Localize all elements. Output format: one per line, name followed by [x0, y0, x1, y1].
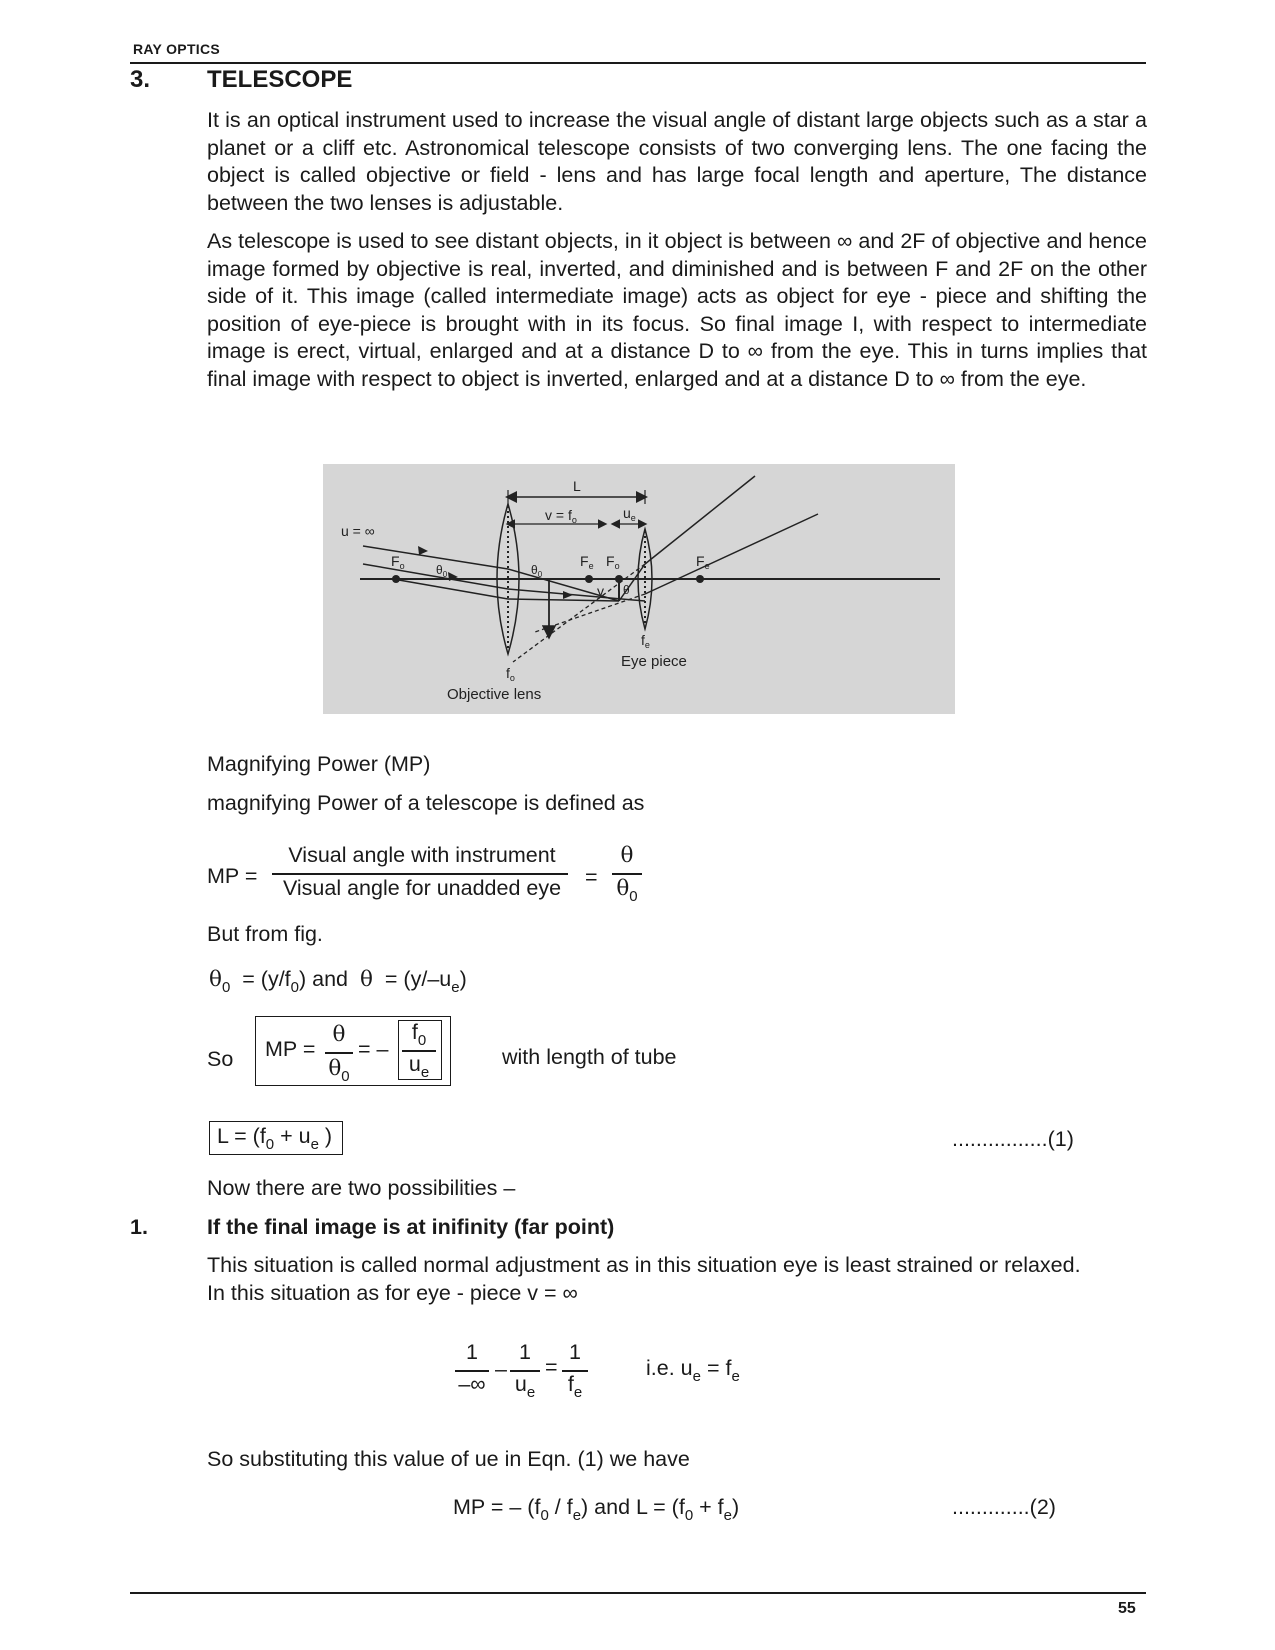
explanation-paragraph: As telescope is used to see distant objects, in it object is between ∞ and 2F of objective and hence image formed by objective is real, inverted, and diminished and is between F and 2F on the other side of it. This image (called intermediate image) acts as object for eye - piece and shifting the position of eye-piece is brought with in its focus. So final image I, with respect to intermediate image is erect, virtual, enlarged and at a distance D to ∞ from the eye. This in turns implies that final image with respect to object is inverted, enlarged and at a distance D to ∞ from the eye.	[207, 229, 1147, 391]
box-theta0: $\theta_0$	[328, 1056, 350, 1085]
lens-eq-num-1: 1	[466, 1340, 478, 1364]
mp-numerator: Visual angle with instrument	[288, 843, 556, 867]
lens-eq-equals: =	[545, 1355, 558, 1379]
mp-fraction-bar	[272, 873, 568, 875]
lens-eq-num-3: 1	[569, 1340, 581, 1364]
label-theta0-a: $\theta_0$	[436, 563, 448, 579]
with-length-of-tube: with length of tube	[502, 1045, 677, 1069]
label-v: $v = f_o$	[545, 507, 577, 525]
case-heading: If the final image is at inifinity (far point)	[207, 1215, 615, 1239]
intro-paragraph: It is an optical instrument used to increase the visual angle of distant large objects such as a star a planet or a cliff etc. Astronomical telescope consists of two converging lens. The one facing the object is called objective or field - lens and has large focal length and aperture, The distance between the two lenses is adjustable.	[207, 108, 1147, 215]
lens-eq-num-2: 1	[519, 1340, 531, 1364]
lens-eq-den-2: $u_e$	[514, 1372, 536, 1401]
theta-numerator: θ	[620, 843, 634, 868]
label-theta: θ	[623, 583, 630, 597]
box-f0: $f_0$	[411, 1020, 427, 1049]
box-theta: θ	[332, 1022, 346, 1047]
theta-fraction-bar	[612, 873, 642, 875]
two-possibilities: Now there are two possibilities –	[207, 1176, 516, 1200]
lens-eq-den-3: $f_e$	[567, 1372, 583, 1401]
focus-fe-right	[696, 575, 704, 583]
label-fe-mid: $F_e$	[580, 553, 594, 571]
substitution-text: So substituting this value of ue in Eqn. (1) we have	[207, 1447, 690, 1471]
label-theta0-b: $\theta_0$	[531, 563, 543, 579]
label-L: L	[573, 478, 581, 494]
label-fe-bottom: $f_e$	[641, 632, 650, 650]
label-eyepiece: Eye piece	[621, 653, 687, 670]
label-objective: Objective lens	[447, 686, 542, 703]
focus-fo-left	[392, 575, 400, 583]
case-number: 1.	[130, 1215, 148, 1239]
ie-relation: i.e. $u_e = f_e$	[646, 1356, 740, 1385]
label-fo-left: $F_o$	[391, 553, 405, 571]
box-eq-neg: = –	[358, 1037, 389, 1061]
section-number: 3.	[130, 66, 151, 93]
running-head: RAY OPTICS	[133, 41, 221, 57]
equation-number-1: ................(1)	[952, 1127, 1074, 1151]
length-formula: $L = (f_0 + u_e$ )	[217, 1124, 333, 1153]
lens-eq-den-1: –∞	[458, 1372, 486, 1396]
mp-lhs: MP =	[207, 864, 258, 888]
footer-rule	[130, 1592, 1146, 1594]
mp-heading: Magnifying Power (MP)	[207, 752, 431, 776]
label-ue: $u_e$	[623, 505, 636, 523]
label-y: y	[597, 583, 604, 599]
box-ue: $u_e$	[408, 1052, 430, 1081]
label-fe-right: $F_e$	[696, 553, 710, 571]
theta-relations: $\theta_0 = (y/f_0)$ and $\theta = (y/-u_e)$	[209, 967, 467, 996]
focus-fo-mid	[615, 575, 623, 583]
box-theta-bar	[325, 1052, 353, 1054]
case-text-1: This situation is called normal adjustment as in this situation eye is least strained or relaxed.	[207, 1253, 1081, 1277]
mp-definition: magnifying Power of a telescope is defined as	[207, 791, 645, 815]
telescope-ray-diagram	[323, 464, 955, 714]
page-number: 55	[1118, 1600, 1136, 1617]
lens-eq-minus: –	[495, 1357, 507, 1381]
focus-fe-mid	[585, 575, 593, 583]
equation-number-2: .............(2)	[952, 1495, 1056, 1519]
label-fo-mid: $F_o$	[606, 553, 620, 571]
section-title: TELESCOPE	[207, 66, 353, 93]
so-label: So	[207, 1047, 234, 1071]
box-mp-lhs: MP =	[265, 1037, 316, 1061]
mp-equals: =	[585, 865, 598, 889]
label-fo-bottom: $f_o$	[506, 665, 515, 683]
case-text-2: In this situation as for eye - piece v = ∞	[207, 1281, 578, 1305]
mp-denominator: Visual angle for unadded eye	[282, 876, 562, 900]
theta0-denominator: $\theta_0$	[616, 876, 638, 905]
header-rule	[130, 62, 1146, 64]
but-from-fig: But from fig.	[207, 922, 323, 946]
label-u-inf: u = ∞	[341, 523, 375, 539]
normal-adjustment-formula: MP = – $(f_0 / f_e)$ and $L = (f_0 + f_e)$	[453, 1495, 740, 1524]
